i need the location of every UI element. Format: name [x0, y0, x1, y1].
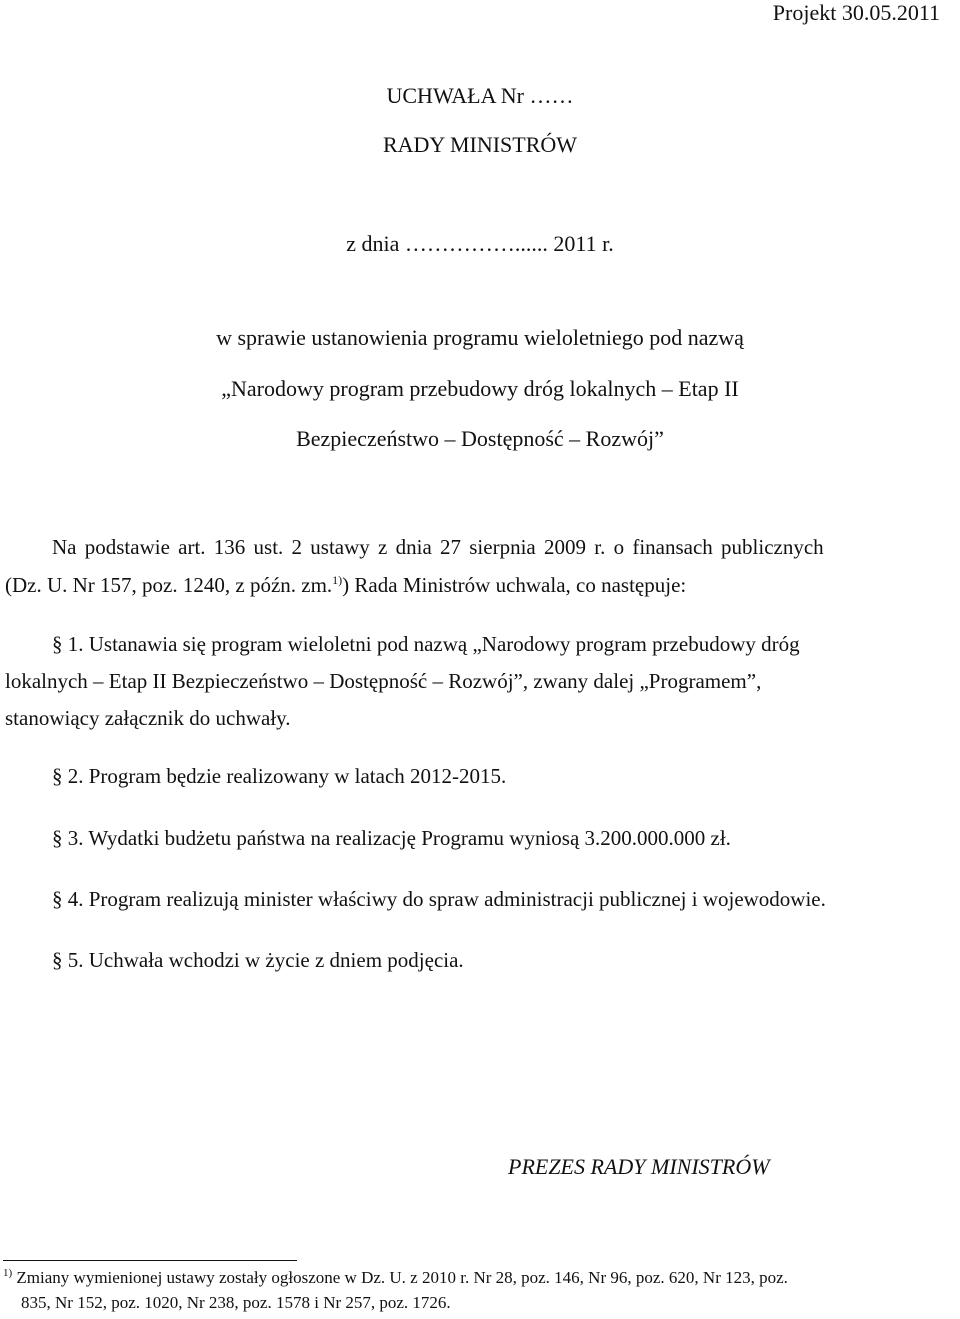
preamble-enacting-clause: ) Rada Ministrów uchwala, co następuje: — [342, 573, 687, 597]
paragraph-3: § 3. Wydatki budżetu państwa na realizację Programu wyniosą 3.200.000.000 zł. — [52, 826, 731, 850]
preamble-line-2 — [5, 573, 686, 598]
footnote-text-1: Zmiany wymienionej ustawy zostały ogłoszone w Dz. U. z 2010 r. Nr 28, poz. 146, Nr 96, poz. 620, Nr 123, poz. — [16, 1268, 788, 1287]
subject-line-2: „Narodowy program przebudowy dróg lokalnych – Etap II — [221, 376, 739, 401]
subject-line-1: w sprawie ustanowienia programu wieloletniego pod nazwą — [216, 325, 744, 350]
paragraph-1-line-3: stanowiący załącznik do uchwały. — [5, 706, 291, 730]
project-date-label: Projekt 30.05.2011 — [772, 0, 940, 25]
preamble-legal-basis: (Dz. U. Nr 157, poz. 1240, z późn. zm. — [5, 573, 333, 597]
preamble-line-1: Na podstawie art. 136 ust. 2 ustawy z dnia 27 sierpnia 2009 r. o finansach publicznych — [52, 535, 824, 559]
paragraph-2: § 2. Program będzie realizowany w latach 2012-2015. — [52, 764, 507, 788]
footnote-separator — [3, 1260, 297, 1261]
subject-line-3: Bezpieczeństwo – Dostępność – Rozwój” — [296, 426, 664, 451]
footnote-reference: 1) — [332, 573, 343, 587]
resolution-number: UCHWAŁA Nr …… — [386, 83, 574, 108]
paragraph-4: § 4. Program realizują minister właściwy do spraw administracji publicznej i wojewodowie. — [52, 887, 826, 911]
footnote-marker: 1) — [3, 1267, 13, 1279]
paragraph-5: § 5. Uchwała wchodzi w życie z dniem podjęcia. — [52, 948, 464, 972]
signature-title: PREZES RADY MINISTRÓW — [508, 1154, 770, 1179]
paragraph-1-line-2: lokalnych – Etap II Bezpieczeństwo – Dostępność – Rozwój”, zwany dalej „Programem”, — [5, 669, 762, 693]
resolution-date: z dnia ……………...... 2011 r. — [346, 231, 614, 256]
paragraph-1-line-1: § 1. Ustanawia się program wieloletni pod nazwą „Narodowy program przebudowy dróg — [52, 632, 800, 656]
footnote-line-2: 835, Nr 152, poz. 1020, Nr 238, poz. 1578 i Nr 257, poz. 1726. — [21, 1293, 451, 1312]
issuing-body: RADY MINISTRÓW — [382, 132, 578, 157]
footnote-line-1 — [3, 1268, 788, 1288]
